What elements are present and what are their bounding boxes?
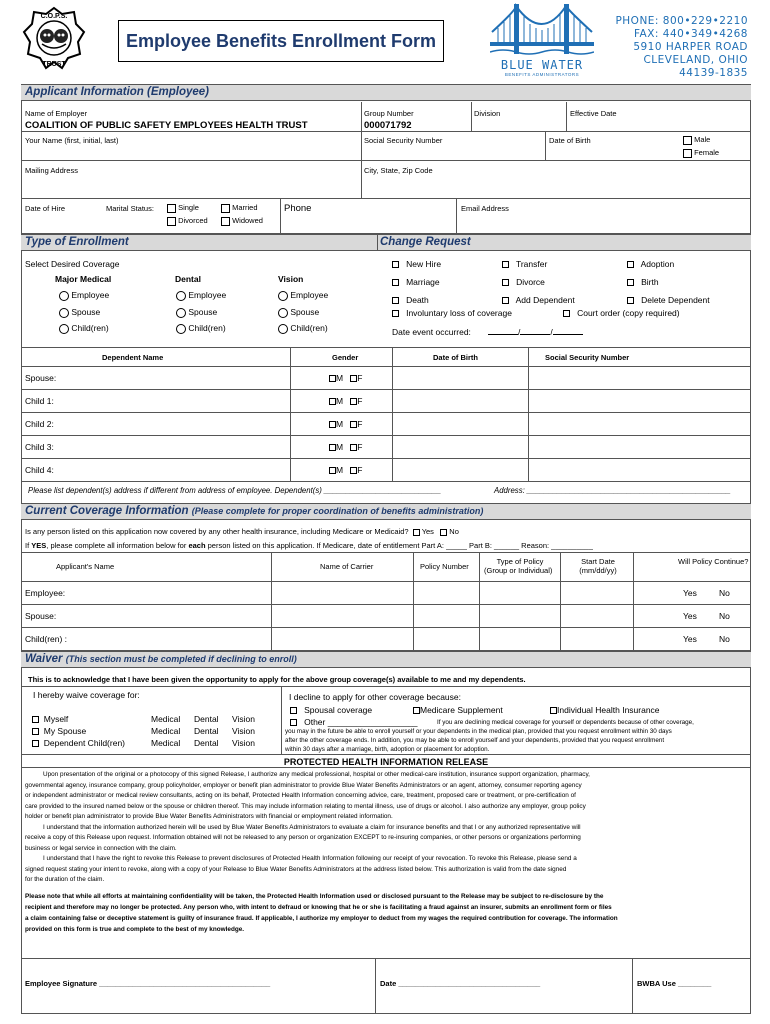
vision-employee-radio[interactable] bbox=[278, 291, 288, 301]
birth-option[interactable]: Birth bbox=[627, 277, 659, 287]
mailing-address-label: Mailing Address bbox=[25, 166, 78, 175]
new-hire-checkbox[interactable] bbox=[392, 261, 399, 268]
vision-children-option[interactable]: Child(ren) bbox=[278, 323, 328, 334]
widowed-option[interactable]: Widowed bbox=[221, 216, 263, 226]
waive-vision-option[interactable]: Vision bbox=[232, 726, 255, 736]
bwba-use-field: BWBA Use ________ bbox=[637, 979, 712, 988]
male-option[interactable]: Male bbox=[683, 135, 710, 145]
medicare-supplement-option[interactable]: Medicare Supplement bbox=[413, 705, 503, 715]
waive-myself-row[interactable]: Myself bbox=[32, 714, 68, 724]
gender-m-checkbox[interactable] bbox=[329, 375, 336, 382]
waiver-note-line1: If you are declining medical coverage for yourself or dependents because of other coverage, bbox=[437, 719, 694, 726]
waiver-section-title: Waiver (This section must be completed if declining to enroll) bbox=[25, 653, 297, 665]
spousal-coverage-option[interactable]: Spousal coverage bbox=[290, 705, 372, 715]
phi-paragraph-line: for the duration of the claim. bbox=[25, 876, 105, 883]
new-hire-option[interactable]: New Hire bbox=[392, 259, 441, 269]
phi-paragraph-line: business or legal service in connection with the claim. bbox=[25, 844, 177, 852]
gender-m-checkbox[interactable] bbox=[329, 398, 336, 405]
blue-water-logo bbox=[490, 2, 594, 78]
ssn-label: Social Security Number bbox=[364, 136, 443, 145]
city-state-zip-label: City, State, Zip Code bbox=[364, 166, 433, 175]
waiver-section-header bbox=[21, 651, 751, 668]
phi-paragraph-line: care provided to the insured named below or the spouse or children thereof. This may include information relating to mental illness, use of drugs or alcohol. I also authorize any employer, group policy bbox=[25, 802, 586, 810]
cops-badge-icon bbox=[22, 4, 86, 72]
your-name-label: Your Name (first, initial, last) bbox=[25, 136, 119, 145]
transfer-option[interactable]: Transfer bbox=[502, 259, 547, 269]
policy-type-header: Type of Policy (Group or Individual) bbox=[484, 557, 553, 575]
start-date-header: Start Date (mm/dd/yy) bbox=[579, 557, 617, 575]
dependent-row-label: Child 3: bbox=[25, 442, 54, 452]
gender-header: Gender bbox=[332, 353, 359, 362]
dental-header: Dental bbox=[175, 274, 201, 284]
policy-continue-no[interactable]: No bbox=[719, 634, 730, 644]
waive-vision-option[interactable]: Vision bbox=[232, 738, 255, 748]
waive-children-row[interactable]: Dependent Child(ren) bbox=[32, 738, 125, 748]
widowed-checkbox[interactable] bbox=[221, 217, 230, 226]
effective-date-label: Effective Date bbox=[570, 109, 617, 118]
medical-children-option[interactable]: Child(ren) bbox=[59, 323, 109, 334]
dob-header: Date of Birth bbox=[433, 353, 478, 362]
medicare-supplement-checkbox[interactable] bbox=[413, 707, 420, 714]
vision-employee-option[interactable]: Employee bbox=[278, 290, 328, 301]
dependent-gender-m[interactable]: M F bbox=[329, 373, 362, 383]
married-checkbox[interactable] bbox=[221, 204, 230, 213]
phi-notice-line: recipient and therefore may no longer be protected. Any person who, with intent to defraud or knowing that he or she is facilitating a fraud against an insurer, submits an enrollment form or files bbox=[25, 903, 612, 911]
death-checkbox[interactable] bbox=[392, 297, 399, 304]
myself-checkbox[interactable] bbox=[32, 716, 39, 723]
phi-paragraph-line: I understand that the information authorized herein will be used by Blue Water Benefits Administrators to evaluate a claim for insurance benefits and that I or any authorized representative will bbox=[43, 823, 581, 831]
waive-medical-option[interactable]: Medical bbox=[151, 726, 181, 736]
dental-employee-radio[interactable] bbox=[176, 291, 186, 301]
married-option[interactable]: Married bbox=[221, 203, 258, 213]
vision-header: Vision bbox=[278, 274, 304, 284]
employer-label: Name of Employer bbox=[25, 109, 88, 118]
waive-dental-option[interactable]: Dental bbox=[194, 726, 219, 736]
zip-text: 44139-1835 bbox=[679, 67, 748, 79]
divorce-option[interactable]: Divorce bbox=[502, 277, 545, 287]
phi-notice-line: Please note that while all efforts at maintaining confidentiality will be taken, the Protected Health Information used or disclosed pursuant to the Release may be subject to re-disclosure by the bbox=[25, 892, 604, 900]
waive-medical-option[interactable]: Medical bbox=[151, 714, 181, 724]
policy-continue-yes[interactable]: Yes bbox=[683, 634, 697, 644]
form-title: Employee Benefits Enrollment Form bbox=[125, 31, 437, 51]
court-order-option[interactable]: Court order (copy required) bbox=[563, 308, 680, 318]
divorced-checkbox[interactable] bbox=[167, 217, 176, 226]
female-checkbox[interactable] bbox=[683, 149, 692, 158]
applicant-section-header bbox=[21, 84, 751, 101]
divorced-option[interactable]: Divorced bbox=[167, 216, 208, 226]
spousal-coverage-checkbox[interactable] bbox=[290, 707, 297, 714]
hereby-waive-label: I hereby waive coverage for: bbox=[33, 690, 140, 700]
phi-paragraph-line: holder or benefit plan administrator to provide Blue Water Benefits Administrators with financial or employment related information. bbox=[25, 813, 393, 820]
phone-label: Phone bbox=[284, 203, 312, 214]
blue-water-name: BLUE WATER bbox=[500, 58, 584, 72]
waive-medical-option[interactable]: Medical bbox=[151, 738, 181, 748]
dependent-row-label: Spouse: bbox=[25, 373, 57, 383]
group-number-field[interactable]: 000071792 bbox=[364, 120, 412, 131]
svg-text:TRUST: TRUST bbox=[42, 61, 66, 68]
delete-dependent-checkbox[interactable] bbox=[627, 297, 634, 304]
delete-dependent-option[interactable]: Delete Dependent bbox=[627, 295, 710, 305]
policy-continue-no[interactable]: No bbox=[719, 588, 730, 598]
medical-employee-option[interactable]: Employee bbox=[59, 290, 109, 301]
other-insurance-no-checkbox[interactable] bbox=[440, 529, 447, 536]
applicant-name-header: Applicant's Name bbox=[56, 562, 115, 571]
waive-vision-option[interactable]: Vision bbox=[232, 714, 255, 724]
vision-children-radio[interactable] bbox=[278, 324, 288, 334]
vision-spouse-option[interactable]: Spouse bbox=[278, 307, 319, 318]
blue-water-sub: BENEFITS ADMINISTRATORS bbox=[504, 72, 580, 77]
policy-continue-yes[interactable]: Yes bbox=[683, 588, 697, 598]
dependent-gender-m[interactable]: M F bbox=[329, 396, 362, 406]
my-spouse-checkbox[interactable] bbox=[32, 728, 39, 735]
phi-paragraph-line: receive a copy of this Release upon request. Information obtained will not be released to any person or organization EXCEPT to re-insuring companies, or other persons or organizations performing bbox=[25, 834, 581, 841]
contact-block bbox=[615, 15, 748, 80]
phi-release-title: PROTECTED HEALTH INFORMATION RELEASE bbox=[283, 757, 489, 767]
waive-spouse-row[interactable]: My Spouse bbox=[32, 726, 86, 736]
adoption-option[interactable]: Adoption bbox=[627, 259, 674, 269]
street-text: 5910 HARPER ROAD bbox=[633, 41, 748, 53]
individual-health-checkbox[interactable] bbox=[550, 707, 557, 714]
phi-paragraph-line: Upon presentation of the original or a photocopy of this signed Release, I authorize any medical professional, hospital or other medical-care institution, insurance support organization, pharmacy, bbox=[43, 771, 590, 778]
policy-number-header: Policy Number bbox=[420, 562, 469, 571]
marriage-option[interactable]: Marriage bbox=[392, 277, 440, 287]
coverage-row-label: Child(ren) : bbox=[25, 634, 68, 644]
coverage-row-label: Spouse: bbox=[25, 611, 57, 621]
medical-spouse-option[interactable]: Spouse bbox=[59, 307, 100, 318]
employer-field[interactable]: COALITION OF PUBLIC SAFETY EMPLOYEES HEALTH TRUST bbox=[25, 120, 308, 131]
enrollment-section-header bbox=[21, 234, 751, 251]
dental-children-radio[interactable] bbox=[176, 324, 186, 334]
dental-employee-option[interactable]: Employee bbox=[176, 290, 226, 301]
waive-dental-option[interactable]: Dental bbox=[194, 738, 219, 748]
waive-dental-option[interactable]: Dental bbox=[194, 714, 219, 724]
major-medical-header: Major Medical bbox=[55, 274, 112, 284]
policy-continue-yes[interactable]: Yes bbox=[683, 611, 697, 621]
cops-trust-logo bbox=[22, 4, 86, 72]
marriage-checkbox[interactable] bbox=[392, 279, 399, 286]
court-order-checkbox[interactable] bbox=[563, 310, 570, 317]
dependent-row-label: Child 1: bbox=[25, 396, 54, 406]
applicant-section-title: Applicant Information (Employee) bbox=[25, 86, 210, 98]
policy-continue-no[interactable]: No bbox=[719, 611, 730, 621]
gender-m-checkbox[interactable] bbox=[329, 467, 336, 474]
dependent-row-label: Child 4: bbox=[25, 465, 54, 475]
change-section-title: Change Request bbox=[380, 236, 471, 248]
bridge-icon bbox=[490, 2, 594, 62]
group-number-label: Group Number bbox=[364, 109, 414, 118]
if-yes-instructions: If YES, please complete all information below for each person listed on this application. If Medicare, date of entitlement Part A: _____ Part B: ______ Reason: __________ bbox=[25, 541, 593, 550]
male-checkbox[interactable] bbox=[683, 136, 692, 145]
other-reason-checkbox[interactable] bbox=[290, 719, 297, 726]
birth-checkbox[interactable] bbox=[627, 279, 634, 286]
vision-spouse-radio[interactable] bbox=[278, 308, 288, 318]
female-option[interactable]: Female bbox=[683, 148, 719, 158]
decline-reason-label: I decline to apply for other coverage because: bbox=[289, 692, 461, 702]
death-option[interactable]: Death bbox=[392, 295, 429, 305]
date-of-hire-label: Date of Hire bbox=[25, 204, 66, 213]
medical-spouse-radio[interactable] bbox=[59, 308, 69, 318]
other-insurance-yes-checkbox[interactable] bbox=[413, 529, 420, 536]
dental-children-option[interactable]: Child(ren) bbox=[176, 323, 226, 334]
phi-paragraph-line: signed request stating your intent to revoke, along with a copy of your Release to Blue Water Benefits Administrators at the address listed below. This authorization is valid from the date signed bbox=[25, 865, 567, 873]
dependent-gender-m[interactable]: M F bbox=[329, 419, 362, 429]
employee-signature-field[interactable]: Employee Signature _________________________________________ bbox=[25, 979, 271, 988]
date-event-label: Date event occurred: bbox=[392, 327, 471, 337]
dependent-address-note: Please list dependent(s) address if different from address of employee. Dependent(s) ___________________________ bbox=[28, 486, 442, 495]
email-label: Email Address bbox=[461, 204, 509, 213]
waiver-note-line3: after the other coverage ends. In addition, you may be able to enroll yourself and your dependents, provided that you request enrollment bbox=[285, 737, 665, 744]
gender-m-checkbox[interactable] bbox=[329, 444, 336, 451]
dental-spouse-option[interactable]: Spouse bbox=[176, 307, 217, 318]
medical-children-radio[interactable] bbox=[59, 324, 69, 334]
divorce-checkbox[interactable] bbox=[502, 279, 509, 286]
select-coverage-label: Select Desired Coverage bbox=[25, 259, 120, 269]
add-dependent-option[interactable]: Add Dependent bbox=[502, 295, 575, 305]
waiver-acknowledgement: This is to acknowledge that I have been given the opportunity to apply for the above group coverage(s) available to me and my dependents. bbox=[28, 675, 526, 684]
dependent-gender-m[interactable]: M F bbox=[329, 465, 362, 475]
involuntary-loss-checkbox[interactable] bbox=[392, 310, 399, 317]
division-label: Division bbox=[474, 109, 501, 118]
date-event-field[interactable]: / / bbox=[488, 327, 583, 337]
dob-label: Date of Birth bbox=[549, 136, 591, 145]
phi-notice-line: provided on this form is true and complete to the best of my knowledge. bbox=[25, 925, 245, 933]
dependent-gender-m[interactable]: M F bbox=[329, 442, 362, 452]
add-dependent-checkbox[interactable] bbox=[502, 297, 509, 304]
carrier-header: Name of Carrier bbox=[320, 562, 374, 571]
involuntary-loss-option[interactable]: Involuntary loss of coverage bbox=[392, 308, 512, 318]
dental-spouse-radio[interactable] bbox=[176, 308, 186, 318]
phi-paragraph-line: I understand that I have the right to revoke this Release to prevent disclosures of Protected Health Information following our receipt of your revocation. To revoke this Release, please send a bbox=[43, 855, 577, 862]
dependent-name-header: Dependent Name bbox=[102, 353, 164, 362]
phi-paragraph-line: or independent administrator or medical review consultants, acting on its behalf, Protected Health Information concerning advice, care, treatment, proposed care or treatment, or pre-certification of bbox=[25, 792, 576, 799]
single-checkbox[interactable] bbox=[167, 204, 176, 213]
other-insurance-question: Is any person listed on this application now covered by any other health insurance, including Medicare or Medicaid? Yes No bbox=[25, 527, 459, 536]
single-option[interactable]: Single bbox=[167, 203, 199, 213]
coverage-row-label: Employee: bbox=[25, 588, 66, 598]
other-reason-option[interactable]: Other ___________________ bbox=[290, 717, 418, 727]
phone-text: PHONE: 800•229•2210 bbox=[615, 15, 748, 27]
signature-date-field[interactable]: Date __________________________________ bbox=[380, 979, 541, 988]
gender-m-checkbox[interactable] bbox=[329, 421, 336, 428]
coverage-section-header bbox=[21, 503, 751, 520]
adoption-checkbox[interactable] bbox=[627, 261, 634, 268]
fax-text: FAX: 440•349•4268 bbox=[633, 28, 748, 40]
dependent-children-checkbox[interactable] bbox=[32, 740, 39, 747]
form-title-box bbox=[118, 20, 444, 62]
transfer-checkbox[interactable] bbox=[502, 261, 509, 268]
coverage-section-title: Current Coverage Information (Please complete for proper coordination of benefits administration) bbox=[25, 505, 484, 517]
waiver-note-line2: you may in the future be able to enroll yourself or your dependents in the medical plan, provided that you request enrollment within 30 days bbox=[285, 728, 672, 735]
medical-employee-radio[interactable] bbox=[59, 291, 69, 301]
dependent-address-field[interactable]: Address: _______________________________________________ bbox=[494, 486, 731, 495]
phi-notice-line: a claim containing false or deceptive statement is guilty of insurance fraud. If applicable, I authorize my employer to deduct from my wages the required contribution for coverage. The information bbox=[25, 914, 618, 922]
enrollment-section-title: Type of Enrollment bbox=[25, 236, 129, 248]
svg-text:C.O.P.S.: C.O.P.S. bbox=[40, 13, 68, 20]
dependent-row-label: Child 2: bbox=[25, 419, 54, 429]
waiver-note-line4: within 30 days after a marriage, birth, adoption or placement for adoption. bbox=[285, 746, 490, 753]
city-text: CLEVELAND, OHIO bbox=[643, 54, 748, 66]
individual-health-option[interactable]: Individual Health Insurance bbox=[550, 705, 660, 715]
marital-status-label: Marital Status: bbox=[106, 204, 154, 213]
ssn-header: Social Security Number bbox=[545, 353, 630, 362]
phi-paragraph-line: governmental agency, insurance company, group policyholder, employer or benefit plan administrator to provide Blue Water Benefits Administrators or an agent, attorney, consumer reporting agency bbox=[25, 781, 582, 789]
will-continue-header: Will Policy Continue? bbox=[678, 557, 749, 566]
